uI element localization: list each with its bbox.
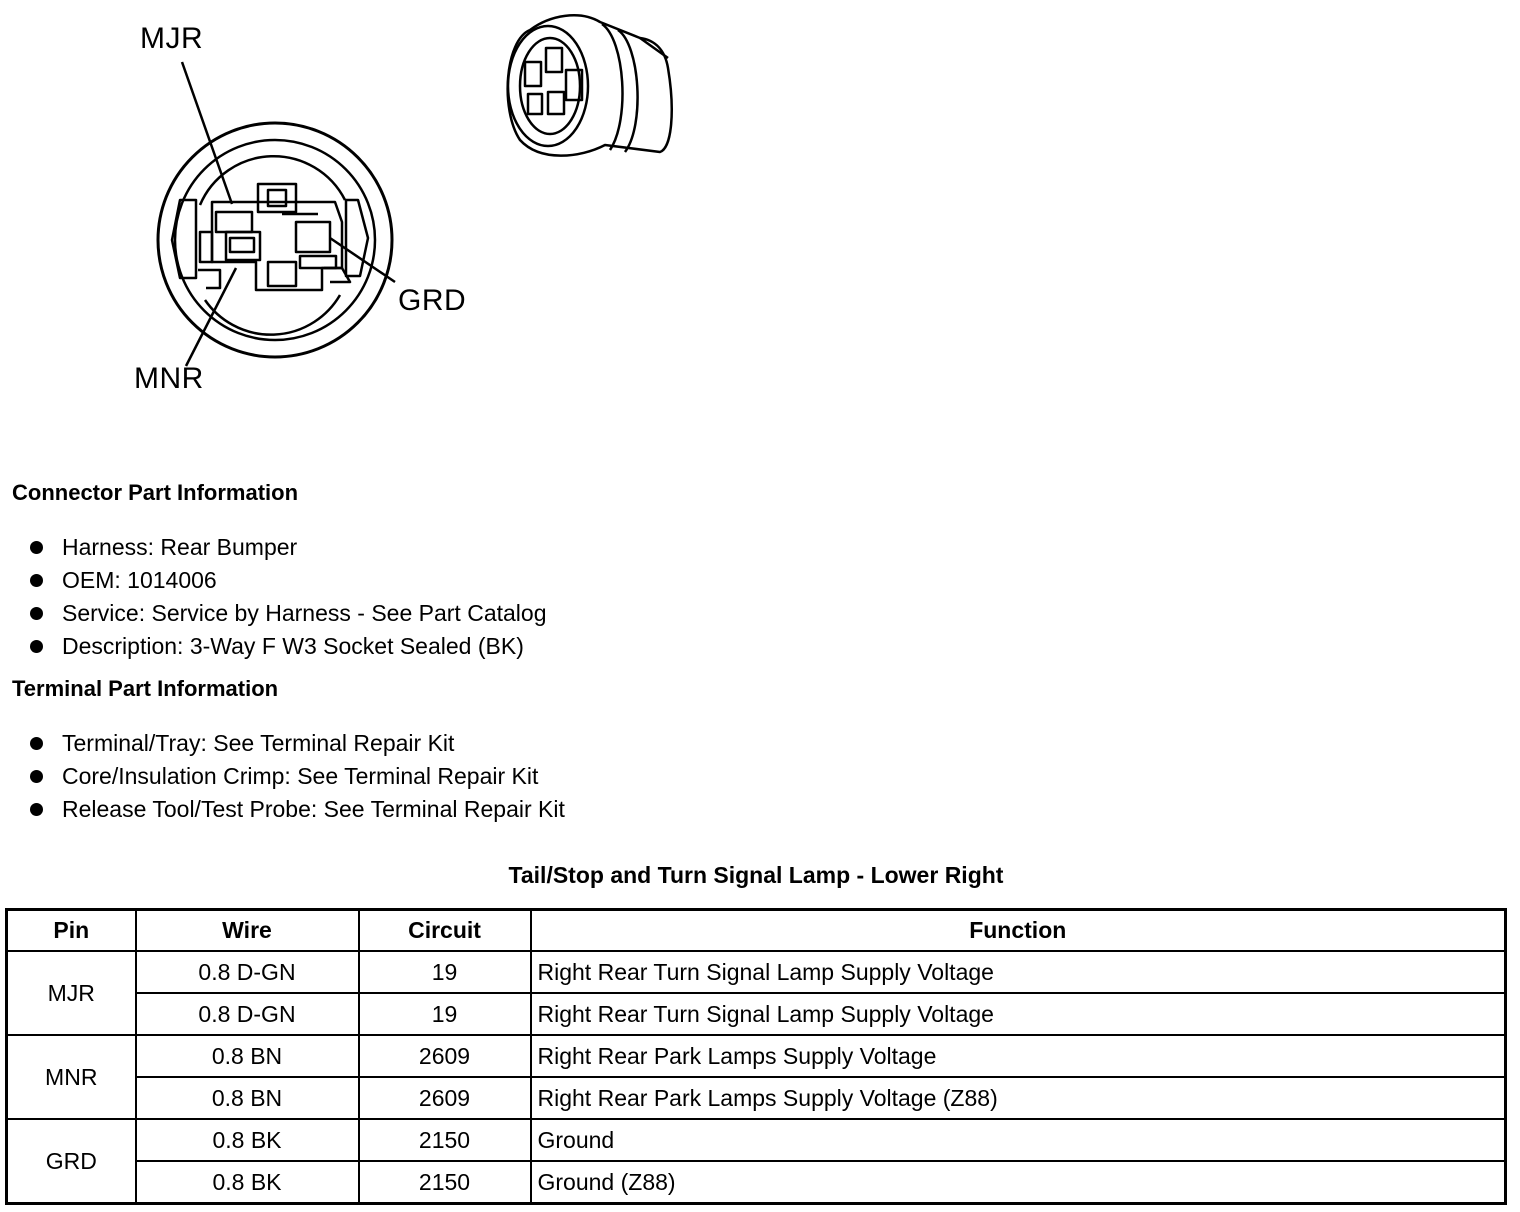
list-item: Description: 3-Way F W3 Socket Sealed (BK)	[28, 630, 546, 663]
circuit-cell: 2609	[359, 1035, 531, 1077]
function-cell: Ground (Z88)	[531, 1161, 1506, 1204]
pin-cell: GRD	[7, 1119, 136, 1204]
list-item: Release Tool/Test Probe: See Terminal Repair Kit	[28, 793, 565, 826]
pin-cell: MJR	[7, 951, 136, 1035]
table-header-row	[7, 910, 1506, 952]
function-cell: Right Rear Park Lamps Supply Voltage (Z88)	[531, 1077, 1506, 1119]
pin-cell: MNR	[7, 1035, 136, 1119]
connector-info-list	[28, 531, 546, 663]
terminal-info-heading: Terminal Part Information	[12, 676, 279, 701]
list-item: Terminal/Tray: See Terminal Repair Kit	[28, 727, 565, 760]
header-pin: Pin	[7, 910, 136, 952]
circuit-cell: 19	[359, 993, 531, 1035]
pin-label-mjr: MJR	[140, 22, 204, 55]
circuit-cell: 19	[359, 951, 531, 993]
table-row	[7, 951, 1506, 993]
table-row	[7, 1119, 1506, 1161]
table-row	[7, 993, 1506, 1035]
table-title: Tail/Stop and Turn Signal Lamp - Lower Right	[508, 862, 1004, 888]
list-item: OEM: 1014006	[28, 564, 546, 597]
wire-cell: 0.8 BK	[136, 1161, 359, 1204]
wire-cell: 0.8 BN	[136, 1035, 359, 1077]
connector-info-heading: Connector Part Information	[12, 480, 299, 505]
circuit-cell: 2609	[359, 1077, 531, 1119]
connector-diagram	[0, 0, 760, 440]
connector-face-drawing	[0, 0, 760, 440]
pin-table	[5, 908, 1507, 1205]
function-cell: Right Rear Turn Signal Lamp Supply Voltage	[531, 951, 1506, 993]
pin-label-grd: GRD	[398, 284, 467, 317]
list-item: Service: Service by Harness - See Part Catalog	[28, 597, 546, 630]
table-row	[7, 1035, 1506, 1077]
terminal-info-list	[28, 727, 565, 826]
header-wire: Wire	[136, 910, 359, 952]
list-item: Harness: Rear Bumper	[28, 531, 546, 564]
pin-label-mnr: MNR	[134, 362, 204, 395]
table-row	[7, 1161, 1506, 1204]
wire-cell: 0.8 BN	[136, 1077, 359, 1119]
function-cell: Ground	[531, 1119, 1506, 1161]
function-cell: Right Rear Turn Signal Lamp Supply Voltage	[531, 993, 1506, 1035]
circuit-cell: 2150	[359, 1161, 531, 1204]
list-item: Core/Insulation Crimp: See Terminal Repair Kit	[28, 760, 565, 793]
wire-cell: 0.8 BK	[136, 1119, 359, 1161]
table-row	[7, 1077, 1506, 1119]
wire-cell: 0.8 D-GN	[136, 951, 359, 993]
circuit-cell: 2150	[359, 1119, 531, 1161]
header-circuit: Circuit	[359, 910, 531, 952]
header-function: Function	[531, 910, 1506, 952]
wire-cell: 0.8 D-GN	[136, 993, 359, 1035]
function-cell: Right Rear Park Lamps Supply Voltage	[531, 1035, 1506, 1077]
